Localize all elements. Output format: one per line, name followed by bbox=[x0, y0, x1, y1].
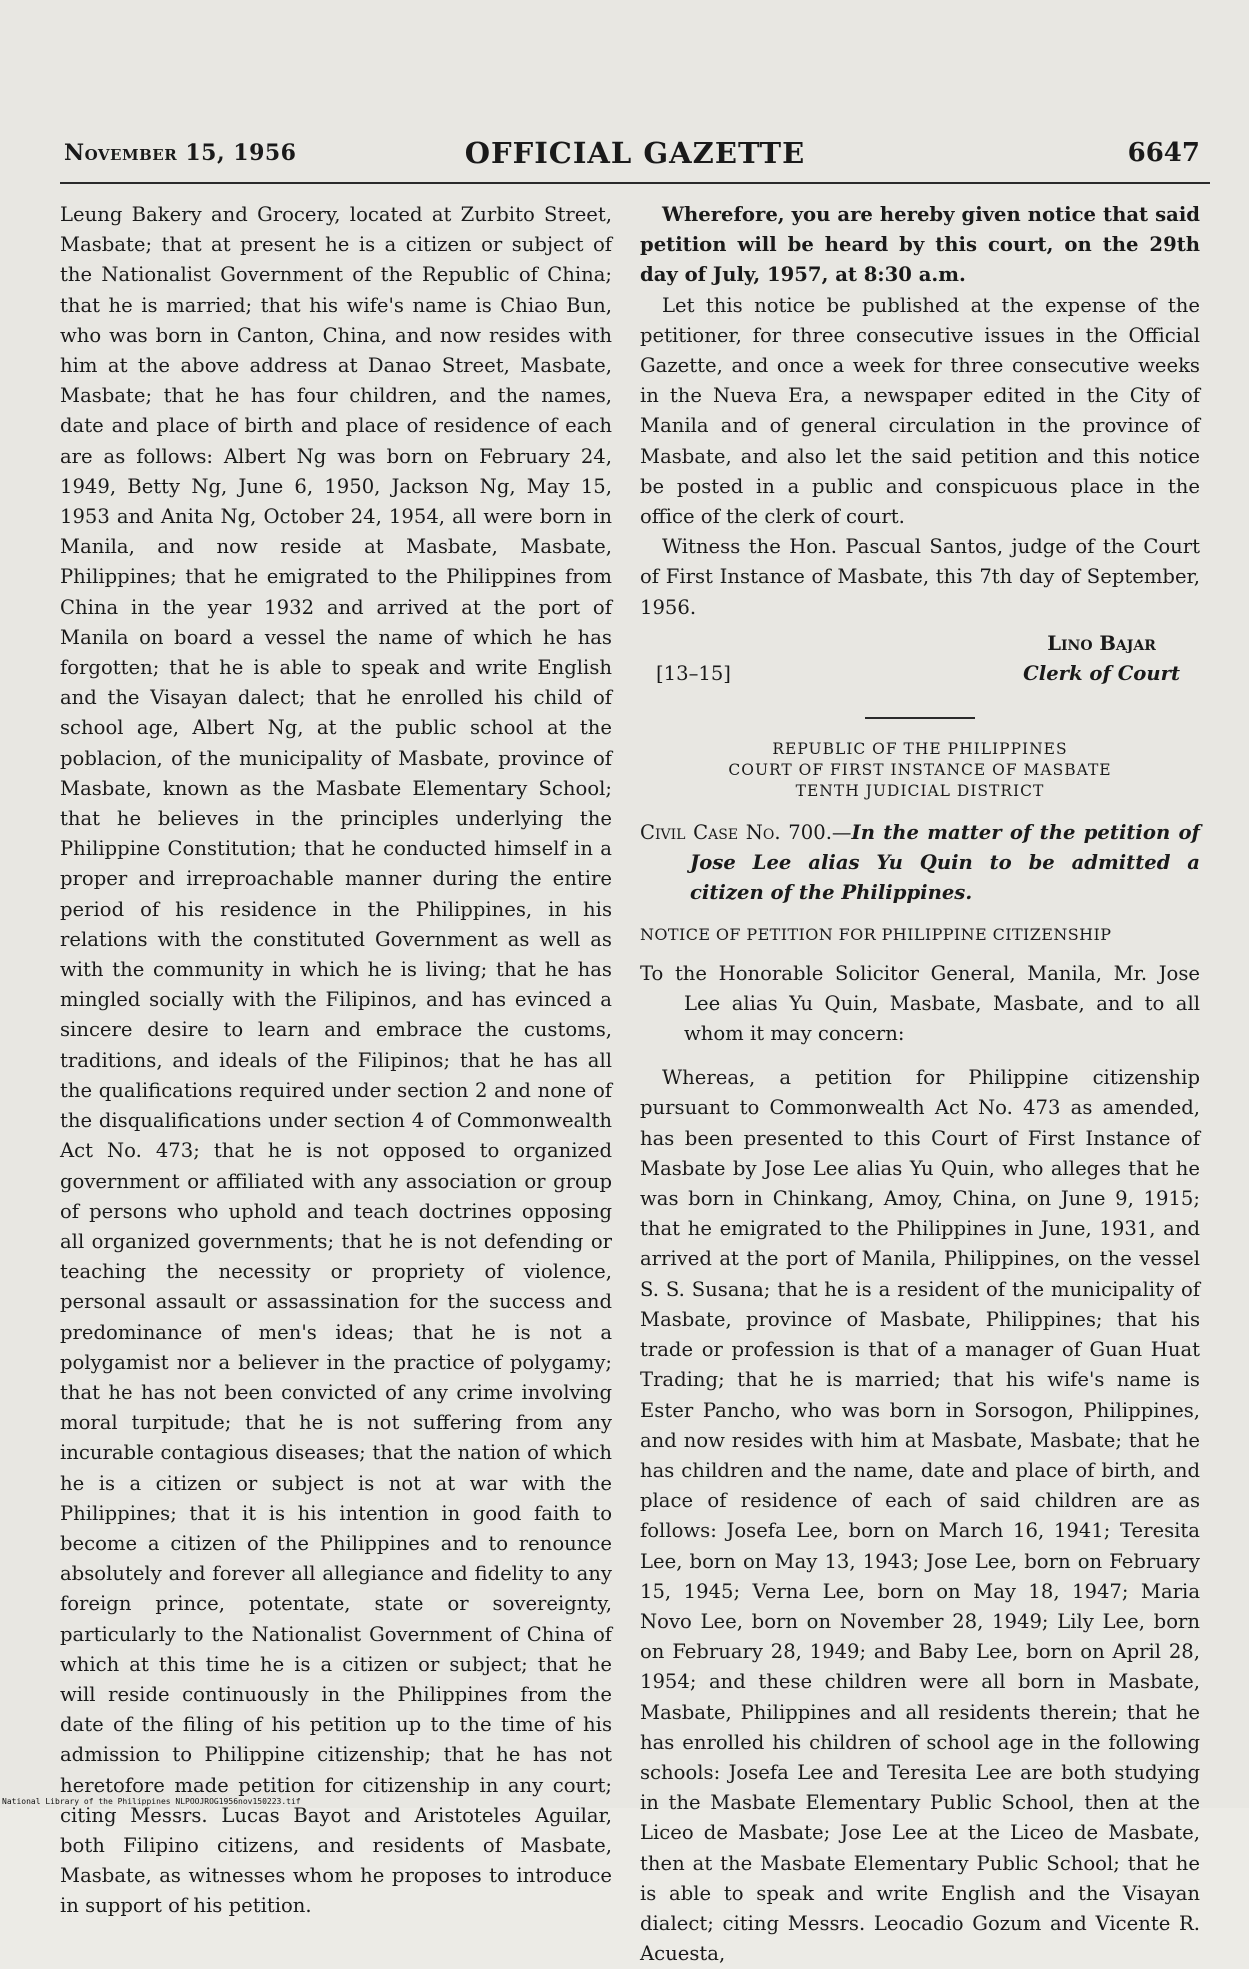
scan-footer: National Library of the Philippines NLPOOJROG1956nov150223.tif bbox=[2, 1797, 301, 1806]
clerk-name: Lino Bajar bbox=[1047, 631, 1156, 655]
clerk-signature bbox=[1023, 629, 1180, 689]
issue-reference: [13–15] bbox=[656, 661, 731, 685]
court-heading-line-1: REPUBLIC OF THE PHILIPPINES bbox=[772, 739, 1068, 758]
petition-continuation-text: Leung Bakery and Grocery, located at Zurbito Street, Masbate; that at present he is a citizen or subject of the Nationalist Government of the Republic of China; that he is married; that his wife's name is Chiao Bun, who was born in Canton, China, and now resides with him at the above address at Danao Street, Masbate, Masbate; that he has four children, and the names, date and place of birth and place of residence of each are as follows: Albert Ng was born on February 24, 1949, Betty Ng, June 6, 1950, Jackson Ng, May 15, 1953 and Anita Ng, October 24, 1954, all were born in Manila, and now reside at Masbate, Masbate, Philippines; that he emigrated to the Philippines from China in the year 1932 and arrived at the port of Manila on board a vessel the name of which he has forgotten; that he is able to speak and write English and the Visayan dalect; that he enrolled his child of school age, Albert Ng, at the public school at the poblacion, of the municipality of Masbate, province of Masbate, known as the Masbate Elementary School; that he believes in the principles underlying the Philippine Constitution; that he conducted himself in a proper and irreproachable manner during the entire period of his residence in the Philippines, in his relations with the constituted Government as well as with the community in which he is living; that he has mingled socially with the Filipinos, and has evinced a sincere desire to learn and embrace the customs, traditions, and ideals of the Filipinos; that he has all the qualifications required under section 2 and none of the disqualifications under section 4 of Commonwealth Act No. 473; that he is not opposed to organized government or affiliated with any association or group of persons who uphold and teach doctrines opposing all organized governments; that he is not defending or teaching the necessity or propriety of violence, personal assault or assassination for the success and predominance of men's ideas; that he is not a polygamist nor a believer in the practice of polygamy; that he has not been convicted of any crime involving moral turpitude; that he is not suffering from any incurable contagious diseases; that the nation of which he is a citizen or subject is not at war with the Philippines; that it is his intention in good faith to become a citizen of the Philippines and to renounce absolutely and forever all allegiance and fidelity to any foreign prince, potentate, state or sovereignty, particularly to the Nationalist Government of China of which at this time he is a citizen or subject; that he will reside continuously in the Philippines from the date of the filing of his petition up to the time of his admission to Philippine citizenship; that he has not heretofore made petition for citizenship in any court; citing Messrs. Lucas Bayot and Aristoteles Aguilar, both Filipino citizens, and residents of Masbate, Masbate, as witnesses whom he proposes to introduce in support of his petition. bbox=[60, 203, 612, 1918]
notice-title: NOTICE OF PETITION FOR PHILIPPINE CITIZENSHIP bbox=[640, 925, 1112, 945]
notice-address: To the Honorable Solicitor General, Manila, Mr. Jose Lee alias Yu Quin, Masbate, Masbate, and to all whom it may concern: bbox=[640, 961, 1200, 1046]
publication-order-paragraph: Let this notice be published at the expense of the petitioner, for three consecutive issues in the Official Gazette, and once a week for three consecutive weeks in the Nueva Era, a newspaper edited in the City of Manila and of general circulation in the province of Masbate, and also let the said petition and this notice be posted in a public and conspicuous place in the office of the clerk of court. bbox=[640, 293, 1200, 529]
signature-block bbox=[640, 629, 1200, 691]
court-heading-line-2: COURT OF FIRST INSTANCE OF MASBATE bbox=[728, 760, 1112, 779]
header-rule bbox=[60, 182, 1210, 184]
case-label: Civil Case No. 700.— bbox=[640, 820, 852, 844]
section-divider bbox=[865, 717, 975, 719]
issue-date: November 15, 1956 bbox=[64, 140, 297, 166]
page-header bbox=[60, 136, 1210, 174]
clerk-title: Clerk of Court bbox=[1023, 662, 1180, 686]
left-column bbox=[60, 200, 612, 1922]
court-heading bbox=[640, 739, 1200, 802]
page-number: 6647 bbox=[1127, 138, 1200, 168]
court-heading-line-3: TENTH JUDICIAL DISTRICT bbox=[795, 781, 1045, 800]
publication-title: OFFICIAL GAZETTE bbox=[464, 136, 806, 170]
whereas-paragraph: Whereas, a petition for Philippine citizenship pursuant to Commonwealth Act No. 473 as amended, has been presented to this Court of First Instance of Masbate by Jose Lee alias Yu Quin, who alleges that he was born in Chinkang, Amoy, China, on June 9, 1915; that he emigrated to the Philippines in June, 1931, and arrived at the port of Manila, Philippines, on the vessel S. S. Susana; that he is a resident of the municipality of Masbate, province of Masbate, Philippines; that his trade or profession is that of a manager of Guan Huat Trading; that he is married; that his wife's name is Ester Pancho, who was born in Sorsogon, Philippines, and now resides with him at Masbate, Masbate; that he has children and the name, date and place of birth, and place of residence of each of said children are as follows: Josefa Lee, born on March 16, 1941; Teresita Lee, born on May 13, 1943; Jose Lee, born on February 15, 1945; Verna Lee, born on May 18, 1947; Maria Novo Lee, born on November 28, 1949; Lily Lee, born on February 28, 1949; and Baby Lee, born on April 28, 1954; and these children were all born in Masbate, Masbate, Philippines and all residents therein; that he has enrolled his children of school age in the following schools: Josefa Lee and Teresita Lee are both studying in the Masbate Elementary Public School, then at the Liceo de Masbate; Jose Lee at the Liceo de Masbate, then at the Masbate Elementary Public School; that he is able to speak and write English and the Visayan dialect; citing Messrs. Leocadio Gozum and Vicente R. Acuesta, bbox=[640, 1066, 1200, 1966]
wherefore-paragraph: Wherefore, you are hereby given notice that said petition will be heard by this court, on the 29th day of July, 1957, at 8:30 a.m. bbox=[640, 203, 1200, 287]
witness-paragraph: Witness the Hon. Pascual Santos, judge of the Court of First Instance of Masbate, this 7th day of September, 1956. bbox=[640, 535, 1200, 619]
right-column bbox=[640, 200, 1200, 1969]
case-caption bbox=[640, 818, 1200, 909]
case-title: In the matter of the petition of Jose Lee alias Yu Quin to be admitted a citizen of the Philippines. bbox=[690, 820, 1200, 905]
